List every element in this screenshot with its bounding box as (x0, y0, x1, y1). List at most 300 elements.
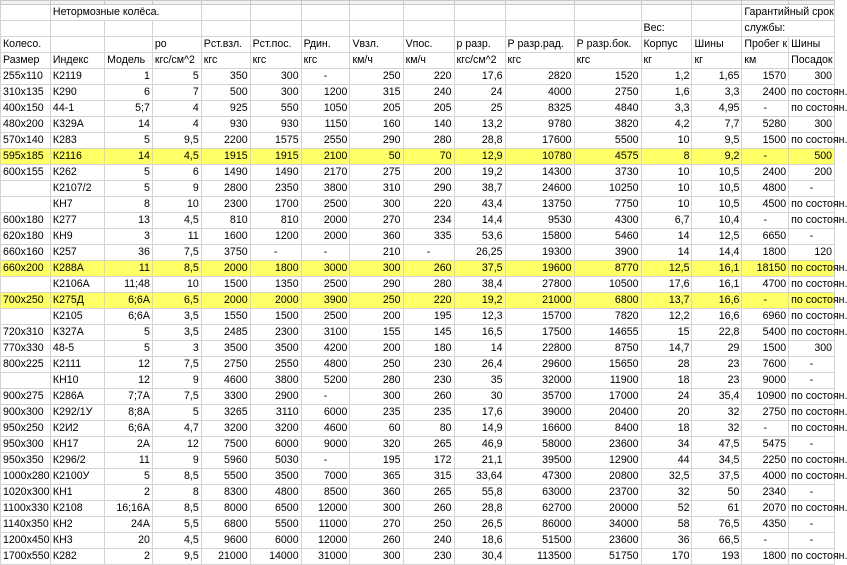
cell[interactable]: 15800 (505, 229, 574, 245)
cell[interactable]: 3900 (574, 245, 641, 261)
cell[interactable]: 13 (105, 213, 153, 229)
cell[interactable]: 16,6 (692, 293, 742, 309)
cell[interactable]: 300 (789, 117, 835, 133)
column-header[interactable]: кгс (505, 53, 574, 69)
cell[interactable]: 10 (152, 277, 201, 293)
cell[interactable]: 55,8 (454, 485, 505, 501)
cell[interactable]: 6;6А (105, 293, 153, 309)
warranty-label[interactable]: Гарантийный срок (742, 5, 835, 21)
cell[interactable]: 13,2 (454, 117, 505, 133)
cell[interactable]: 5,5 (152, 517, 201, 533)
cell[interactable]: 205 (350, 101, 403, 117)
column-header[interactable]: кг (641, 53, 692, 69)
column-header[interactable]: кг (692, 53, 742, 69)
cell[interactable]: по состоян. (789, 261, 835, 277)
cell[interactable]: - (403, 245, 454, 261)
cell[interactable]: 39500 (505, 453, 574, 469)
cell[interactable]: 200 (403, 165, 454, 181)
cell[interactable]: 3100 (301, 325, 350, 341)
cell[interactable]: 2900 (250, 389, 301, 405)
cell[interactable]: по состоян. (789, 197, 835, 213)
cell[interactable]: 400x150 (1, 101, 51, 117)
cell[interactable]: 26,4 (454, 357, 505, 373)
cell[interactable]: 18,6 (454, 533, 505, 549)
cell[interactable]: 7 (152, 85, 201, 101)
cell[interactable]: 66,5 (692, 533, 742, 549)
cell[interactable]: 300 (350, 501, 403, 517)
cell[interactable]: 7000 (301, 469, 350, 485)
cell[interactable]: 3300 (201, 389, 250, 405)
cell[interactable]: 220 (403, 197, 454, 213)
cell[interactable]: 2300 (250, 325, 301, 341)
cell[interactable] (350, 5, 403, 21)
cell[interactable]: 23600 (574, 437, 641, 453)
cell[interactable]: 1200 (250, 229, 301, 245)
cell[interactable]: 250 (403, 517, 454, 533)
cell[interactable] (403, 5, 454, 21)
cell[interactable]: 5 (105, 165, 153, 181)
cell[interactable]: 3,3 (641, 101, 692, 117)
cell[interactable]: К262 (50, 165, 104, 181)
cell[interactable]: 8,5 (152, 261, 201, 277)
cell[interactable]: 280 (403, 277, 454, 293)
cell[interactable]: 145 (403, 325, 454, 341)
cell[interactable]: 28,8 (454, 501, 505, 517)
cell[interactable] (301, 21, 350, 37)
cell[interactable]: 1915 (250, 149, 301, 165)
cell[interactable]: по состоян. (789, 213, 835, 229)
cell[interactable]: 265 (403, 485, 454, 501)
cell[interactable]: К2106А (50, 277, 104, 293)
cell[interactable]: 58000 (505, 437, 574, 453)
column-header[interactable]: кгс/см^2 (454, 53, 505, 69)
cell[interactable]: 9 (152, 373, 201, 389)
cell[interactable]: 5 (105, 325, 153, 341)
cell[interactable]: 39000 (505, 405, 574, 421)
cell[interactable]: по состоян. (789, 389, 835, 405)
cell[interactable]: 2400 (742, 165, 789, 181)
cell[interactable] (574, 5, 641, 21)
cell[interactable]: К296/2 (50, 453, 104, 469)
cell[interactable]: 6 (105, 85, 153, 101)
cell[interactable]: по состоян. (789, 469, 835, 485)
cell[interactable]: 1,65 (692, 69, 742, 85)
column-header[interactable]: кгс (201, 53, 250, 69)
cell[interactable]: 6;6А (105, 309, 153, 325)
cell[interactable]: 4200 (301, 341, 350, 357)
cell[interactable]: 1140x350 (1, 517, 51, 533)
cell[interactable]: 5 (152, 69, 201, 85)
cell[interactable]: 35 (454, 373, 505, 389)
cell[interactable]: 300 (250, 69, 301, 85)
cell[interactable]: 12,5 (692, 229, 742, 245)
cell[interactable]: 36 (105, 245, 153, 261)
column-header[interactable]: Р разр.рад. (505, 37, 574, 53)
cell[interactable]: - (789, 485, 835, 501)
cell[interactable]: 5 (105, 133, 153, 149)
cell[interactable]: 32 (641, 485, 692, 501)
cell[interactable]: 2000 (201, 293, 250, 309)
cell[interactable]: 24600 (505, 181, 574, 197)
cell[interactable]: 550 (250, 101, 301, 117)
cell[interactable]: 19,2 (454, 165, 505, 181)
cell[interactable]: 3800 (250, 373, 301, 389)
cell[interactable]: 4,5 (152, 213, 201, 229)
cell[interactable]: 10,5 (692, 181, 742, 197)
column-header[interactable]: Рдин. (301, 37, 350, 53)
cell[interactable]: 2820 (505, 69, 574, 85)
cell[interactable]: 2А (105, 437, 153, 453)
cell[interactable]: 220 (403, 293, 454, 309)
cell[interactable]: К283 (50, 133, 104, 149)
cell[interactable]: 2070 (742, 501, 789, 517)
cell[interactable]: 930 (250, 117, 301, 133)
cell[interactable]: 950x250 (1, 421, 51, 437)
cell[interactable]: 4700 (742, 277, 789, 293)
cell[interactable]: 6650 (742, 229, 789, 245)
cell[interactable]: 15700 (505, 309, 574, 325)
cell[interactable]: 5460 (574, 229, 641, 245)
cell[interactable]: по состоян. (789, 325, 835, 341)
cell[interactable] (692, 5, 742, 21)
cell[interactable]: 12,5 (641, 261, 692, 277)
cell[interactable]: 14 (641, 245, 692, 261)
cell[interactable]: 1490 (250, 165, 301, 181)
cell[interactable]: 1,6 (641, 85, 692, 101)
cell[interactable]: 62700 (505, 501, 574, 517)
cell[interactable]: 6000 (250, 437, 301, 453)
cell[interactable] (1, 197, 51, 213)
cell[interactable]: 360 (350, 485, 403, 501)
cell[interactable]: 19600 (505, 261, 574, 277)
cell[interactable]: 660x200 (1, 261, 51, 277)
cell[interactable]: 12000 (301, 533, 350, 549)
cell[interactable]: 1100x330 (1, 501, 51, 517)
cell[interactable]: - (301, 245, 350, 261)
cell[interactable]: - (742, 293, 789, 309)
cell[interactable]: 37,5 (692, 469, 742, 485)
cell[interactable]: 260 (350, 533, 403, 549)
cell[interactable]: 4,5 (152, 533, 201, 549)
cell[interactable]: 200 (350, 309, 403, 325)
cell[interactable] (350, 21, 403, 37)
cell[interactable]: 6960 (742, 309, 789, 325)
cell[interactable]: 365 (350, 469, 403, 485)
cell[interactable]: 19,2 (454, 293, 505, 309)
cell[interactable]: 11900 (574, 373, 641, 389)
cell[interactable]: 43,4 (454, 197, 505, 213)
cell[interactable]: 2350 (250, 181, 301, 197)
cell[interactable]: 5;7 (105, 101, 153, 117)
cell[interactable]: КН1 (50, 485, 104, 501)
cell[interactable] (50, 21, 104, 37)
cell[interactable]: 1570 (742, 69, 789, 85)
cell[interactable]: 3730 (574, 165, 641, 181)
cell[interactable]: 800x225 (1, 357, 51, 373)
cell[interactable]: по состоян. (789, 309, 835, 325)
cell[interactable]: 8 (641, 149, 692, 165)
cell[interactable]: 22,8 (692, 325, 742, 341)
cell[interactable]: 8770 (574, 261, 641, 277)
cell[interactable]: 28 (641, 357, 692, 373)
cell[interactable]: 290 (403, 181, 454, 197)
cell[interactable]: 6000 (250, 533, 301, 549)
cell[interactable]: 2550 (301, 133, 350, 149)
cell[interactable]: 250 (350, 293, 403, 309)
cell[interactable]: 14,4 (692, 245, 742, 261)
cell[interactable]: 290 (350, 277, 403, 293)
cell[interactable]: 44 (641, 453, 692, 469)
cell[interactable]: К286А (50, 389, 104, 405)
cell[interactable]: 315 (403, 469, 454, 485)
service-label[interactable]: службы: (742, 21, 835, 37)
cell[interactable]: КН17 (50, 437, 104, 453)
cell[interactable]: 50 (350, 149, 403, 165)
cell[interactable]: 1200 (301, 85, 350, 101)
cell[interactable]: 31000 (301, 549, 350, 565)
cell[interactable]: КН9 (50, 229, 104, 245)
cell[interactable]: 20 (641, 405, 692, 421)
cell[interactable]: 11 (105, 261, 153, 277)
cell[interactable]: 3200 (201, 421, 250, 437)
cell[interactable]: К327А (50, 325, 104, 341)
cell[interactable]: 1490 (201, 165, 250, 181)
cell[interactable]: 4,7 (152, 421, 201, 437)
cell[interactable]: 260 (403, 501, 454, 517)
cell[interactable]: 3000 (301, 261, 350, 277)
cell[interactable]: 1915 (201, 149, 250, 165)
cell[interactable] (641, 5, 692, 21)
cell[interactable]: 2000 (301, 229, 350, 245)
cell[interactable]: 12,2 (641, 309, 692, 325)
cell[interactable]: 22800 (505, 341, 574, 357)
cell[interactable]: 500 (789, 149, 835, 165)
cell[interactable]: 8,5 (152, 469, 201, 485)
cell[interactable]: 1050 (301, 101, 350, 117)
cell[interactable]: 7,5 (152, 389, 201, 405)
cell[interactable]: 24 (454, 85, 505, 101)
cell[interactable]: 58 (641, 517, 692, 533)
cell[interactable]: 1800 (742, 549, 789, 565)
cell[interactable]: 12 (152, 437, 201, 453)
cell[interactable]: 3200 (250, 421, 301, 437)
cell[interactable]: 32 (692, 421, 742, 437)
cell[interactable]: 1 (105, 69, 153, 85)
cell[interactable]: 3820 (574, 117, 641, 133)
cell[interactable]: 1000x280 (1, 469, 51, 485)
cell[interactable]: 1700 (250, 197, 301, 213)
cell[interactable]: 10,5 (692, 197, 742, 213)
cell[interactable]: 1600 (201, 229, 250, 245)
cell[interactable]: 6,5 (152, 293, 201, 309)
cell[interactable]: 270 (350, 213, 403, 229)
cell[interactable]: 17,6 (454, 405, 505, 421)
cell[interactable]: - (789, 373, 835, 389)
column-header[interactable] (105, 37, 153, 53)
cell[interactable]: 6800 (574, 293, 641, 309)
column-header[interactable]: Корпус (641, 37, 692, 53)
cell[interactable]: - (742, 421, 789, 437)
cell[interactable]: по состоян. (789, 453, 835, 469)
cell[interactable]: 480x200 (1, 117, 51, 133)
cell[interactable]: 13750 (505, 197, 574, 213)
cell[interactable]: 10,5 (692, 165, 742, 181)
cell[interactable]: 14,7 (641, 341, 692, 357)
cell[interactable]: 14000 (250, 549, 301, 565)
column-header[interactable] (50, 37, 104, 53)
cell[interactable]: 8400 (574, 421, 641, 437)
cell[interactable]: 14,4 (454, 213, 505, 229)
column-header[interactable]: Vпос. (403, 37, 454, 53)
cell[interactable]: 7500 (201, 437, 250, 453)
cell[interactable]: 2000 (301, 213, 350, 229)
cell[interactable]: 6 (152, 165, 201, 181)
cell[interactable]: 20 (105, 533, 153, 549)
cell[interactable]: 38,7 (454, 181, 505, 197)
cell[interactable]: 26,25 (454, 245, 505, 261)
cell[interactable] (105, 21, 153, 37)
cell[interactable]: 3 (105, 229, 153, 245)
cell[interactable]: 3500 (201, 341, 250, 357)
cell[interactable]: 9600 (201, 533, 250, 549)
cell[interactable]: 20400 (574, 405, 641, 421)
column-header[interactable]: Р разр.бок. (574, 37, 641, 53)
cell[interactable]: К290 (50, 85, 104, 101)
cell[interactable]: - (789, 437, 835, 453)
cell[interactable] (1, 373, 51, 389)
cell[interactable]: 140 (403, 117, 454, 133)
cell[interactable]: 4600 (201, 373, 250, 389)
cell[interactable]: 2750 (574, 85, 641, 101)
cell[interactable]: 2 (105, 485, 153, 501)
cell[interactable]: 18150 (742, 261, 789, 277)
cell[interactable]: 1520 (574, 69, 641, 85)
cell[interactable]: 1700x550 (1, 549, 51, 565)
cell[interactable]: 4840 (574, 101, 641, 117)
cell[interactable]: 32 (692, 405, 742, 421)
cell[interactable] (152, 21, 201, 37)
cell[interactable]: - (742, 101, 789, 117)
cell[interactable]: 5280 (742, 117, 789, 133)
cell[interactable]: 595x185 (1, 149, 51, 165)
cell[interactable]: по состоян. (789, 85, 835, 101)
cell[interactable]: 61 (692, 501, 742, 517)
cell[interactable]: 6;6А (105, 421, 153, 437)
cell[interactable]: 4500 (742, 197, 789, 213)
cell[interactable]: 7;7А (105, 389, 153, 405)
cell[interactable]: 240 (403, 533, 454, 549)
cell[interactable]: 310x135 (1, 85, 51, 101)
cell[interactable]: 4000 (505, 85, 574, 101)
cell[interactable]: 270 (350, 517, 403, 533)
column-header[interactable]: Размер (1, 53, 51, 69)
cell[interactable]: 30 (454, 389, 505, 405)
cell[interactable]: 16,5 (454, 325, 505, 341)
cell[interactable] (1, 21, 51, 37)
cell[interactable]: 27800 (505, 277, 574, 293)
cell[interactable]: 5 (152, 405, 201, 421)
cell[interactable]: 16,6 (692, 309, 742, 325)
cell[interactable]: 4 (152, 101, 201, 117)
column-header[interactable]: кгс/см^2 (152, 53, 201, 69)
cell[interactable]: 5400 (742, 325, 789, 341)
cell[interactable]: 47300 (505, 469, 574, 485)
cell[interactable]: 3,5 (152, 325, 201, 341)
cell[interactable]: 8 (105, 197, 153, 213)
cell[interactable] (454, 21, 505, 37)
cell[interactable]: 50 (692, 485, 742, 501)
cell[interactable]: 335 (403, 229, 454, 245)
cell[interactable]: 47,5 (692, 437, 742, 453)
cell[interactable]: 20800 (574, 469, 641, 485)
cell[interactable]: 770x330 (1, 341, 51, 357)
cell[interactable]: - (742, 149, 789, 165)
cell[interactable]: 315 (350, 85, 403, 101)
cell[interactable]: 234 (403, 213, 454, 229)
cell[interactable]: 5475 (742, 437, 789, 453)
cell[interactable]: 1800 (742, 245, 789, 261)
cell[interactable]: 12 (105, 373, 153, 389)
cell[interactable]: 14,9 (454, 421, 505, 437)
cell[interactable]: 17600 (505, 133, 574, 149)
cell[interactable]: 1020x300 (1, 485, 51, 501)
cell[interactable]: 24А (105, 517, 153, 533)
cell[interactable]: 310 (350, 181, 403, 197)
cell[interactable]: 4,2 (641, 117, 692, 133)
cell[interactable] (250, 5, 301, 21)
column-header[interactable]: кгс (301, 53, 350, 69)
cell[interactable]: 14 (105, 117, 153, 133)
cell[interactable]: 15650 (574, 357, 641, 373)
cell[interactable]: 230 (403, 373, 454, 389)
column-header[interactable]: Рст.взл. (201, 37, 250, 53)
cell[interactable]: 3800 (301, 181, 350, 197)
cell[interactable]: 33,64 (454, 469, 505, 485)
cell[interactable]: 1500 (201, 277, 250, 293)
cell[interactable]: 44-1 (50, 101, 104, 117)
column-header[interactable]: Индекс (50, 53, 104, 69)
cell[interactable]: 32,5 (641, 469, 692, 485)
cell[interactable]: 6800 (201, 517, 250, 533)
cell[interactable]: КН2 (50, 517, 104, 533)
cell[interactable]: 29600 (505, 357, 574, 373)
cell[interactable]: 4800 (250, 485, 301, 501)
cell[interactable]: 3900 (301, 293, 350, 309)
cell[interactable]: 160 (350, 117, 403, 133)
cell[interactable] (505, 5, 574, 21)
cell[interactable]: 4350 (742, 517, 789, 533)
cell[interactable]: 300 (350, 389, 403, 405)
cell[interactable]: 16,1 (692, 277, 742, 293)
cell[interactable]: 21000 (201, 549, 250, 565)
cell[interactable] (574, 21, 641, 37)
cell[interactable]: 34 (641, 437, 692, 453)
column-header[interactable]: Колесо. (1, 37, 51, 53)
cell[interactable]: 11;48 (105, 277, 153, 293)
cell[interactable]: 260 (403, 261, 454, 277)
cell[interactable]: 9,5 (152, 549, 201, 565)
cell[interactable] (201, 5, 250, 21)
cell[interactable]: 14 (454, 341, 505, 357)
cell[interactable]: 34000 (574, 517, 641, 533)
cell[interactable]: 18 (641, 373, 692, 389)
cell[interactable]: 9 (152, 453, 201, 469)
cell[interactable]: 4575 (574, 149, 641, 165)
cell[interactable]: 2000 (250, 293, 301, 309)
column-header[interactable]: кгс (250, 53, 301, 69)
cell[interactable]: 2000 (201, 261, 250, 277)
cell[interactable]: 9780 (505, 117, 574, 133)
